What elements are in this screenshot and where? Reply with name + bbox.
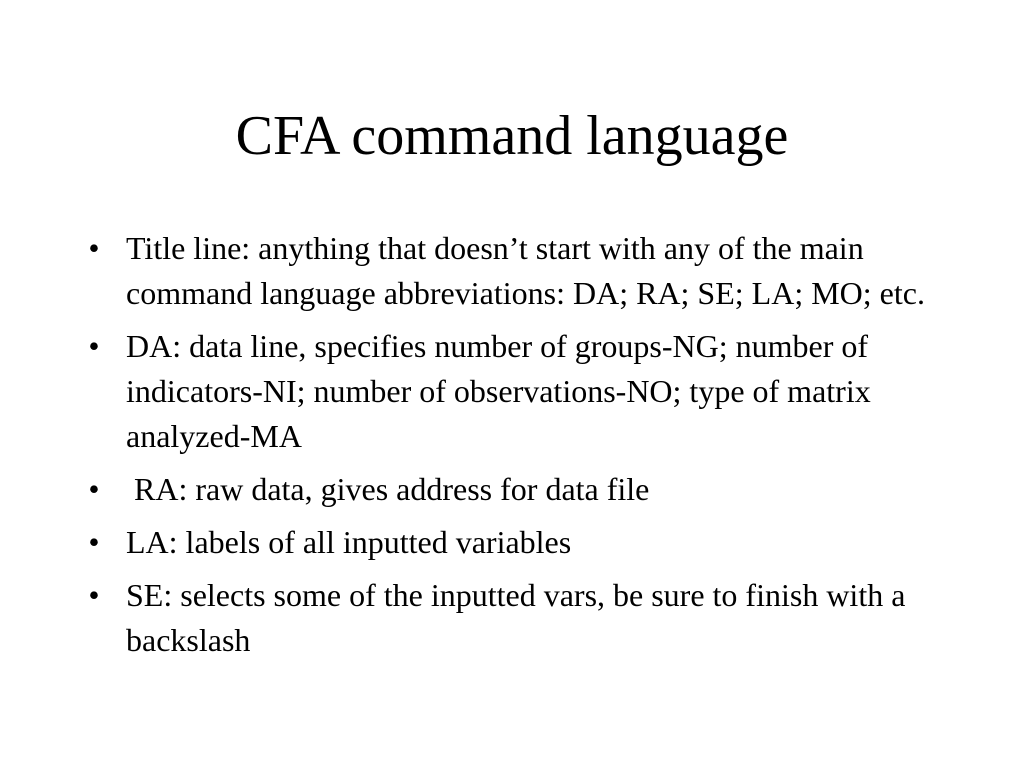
bullet-text: LA: labels of all inputted variables: [126, 524, 572, 560]
bullet-text: DA: data line, specifies number of groups-NG; number of indicators-NI; number of observations-NO; type of matrix analyzed-MA: [126, 328, 871, 454]
bullet-icon: •: [88, 524, 100, 560]
slide-title: CFA command language: [235, 105, 789, 167]
bullet-item-da: [84, 324, 944, 459]
bullet-icon: •: [88, 230, 100, 266]
bullet-icon: •: [88, 328, 100, 364]
bullet-list: [84, 226, 944, 671]
bullet-text: SE: selects some of the inputted vars, be sure to finish with a backslash: [126, 577, 906, 658]
bullet-text: Title line: anything that doesn’t start with any of the main command language abbreviations: DA; RA; SE; LA; MO; etc.: [126, 230, 925, 311]
bullet-icon: •: [88, 577, 100, 613]
bullet-item-ra: [84, 467, 944, 512]
bullet-icon: •: [88, 471, 100, 507]
bullet-item-la: [84, 520, 944, 565]
bullet-text: RA: raw data, gives address for data file: [126, 471, 650, 507]
bullet-item-title-line: [84, 226, 944, 316]
bullet-item-se: [84, 573, 944, 663]
